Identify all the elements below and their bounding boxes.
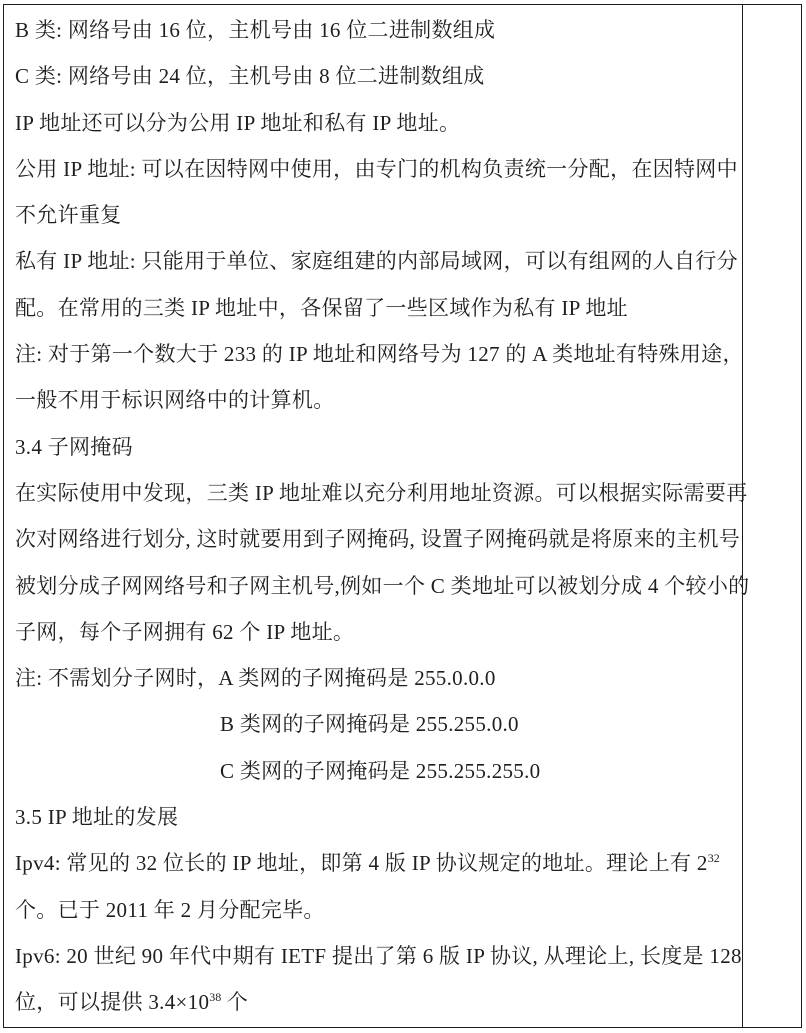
text-line <box>15 424 734 470</box>
text-line <box>15 238 738 284</box>
text-line <box>15 840 734 886</box>
text-line <box>15 794 734 840</box>
line-text: Ipv4: 常见的 32 位长的 IP 地址，即第 4 版 IP 协议规定的地址。理论上有 2 <box>15 851 708 876</box>
text-line <box>15 470 748 516</box>
document-lines <box>15 7 750 1026</box>
line-text: C 类网的子网掩码是 255.255.255.0 <box>220 758 541 783</box>
text-line <box>15 53 734 99</box>
text-line <box>15 146 738 192</box>
line-text: 次对网络进行划分, 这时就要用到子网掩码, 设置子网掩码就是将原来的主机号 <box>15 527 741 552</box>
line-text: 配。在常用的三类 IP 地址中，各保留了一些区域作为私有 IP 地址 <box>15 295 628 320</box>
line-text: 私有 IP 地址: 只能用于单位、家庭组建的内部局域网，可以有组网的人自行分 <box>15 249 738 274</box>
empty-side-column <box>742 5 801 1027</box>
text-line <box>15 516 741 562</box>
text-line <box>15 701 734 747</box>
line-text: Ipv6: 20 世纪 90 年代中期有 IETF 提出了第 6 版 IP 协议, 从理论上, 长度是 128 <box>15 943 742 968</box>
line-text: 3.4 子网掩码 <box>15 434 133 459</box>
text-line <box>15 563 750 609</box>
line-text: 位，可以提供 3.4×10 <box>15 990 210 1015</box>
text-line <box>15 655 734 701</box>
line-text: C 类: 网络号由 24 位，主机号由 8 位二进制数组成 <box>15 64 485 89</box>
line-text: 在实际使用中发现，三类 IP 地址难以充分利用地址资源。可以根据实际需要再 <box>15 480 748 505</box>
line-text: 公用 IP 地址: 可以在因特网中使用，由专门的机构负责统一分配，在因特网中 <box>15 156 738 181</box>
text-line <box>15 285 734 331</box>
line-text: 不允许重复 <box>15 203 122 228</box>
line-text: 注: 不需划分子网时，A 类网的子网掩码是 255.0.0.0 <box>15 666 496 691</box>
line-text: 3.5 IP 地址的发展 <box>15 805 179 830</box>
line-text: 注: 对于第一个数大于 233 的 IP 地址和网络号为 127 的 A 类地址有特殊用途， <box>15 342 744 367</box>
text-line <box>15 100 734 146</box>
text-line <box>15 7 734 53</box>
text-line <box>15 748 734 794</box>
line-text: 个 <box>221 990 249 1015</box>
text-line <box>15 192 734 238</box>
line-text: 一般不用于标识网络中的计算机。 <box>15 388 335 413</box>
line-text: IP 地址还可以分为公用 IP 地址和私有 IP 地址。 <box>15 110 461 135</box>
text-line <box>15 331 744 377</box>
text-line <box>15 887 734 933</box>
superscript-exponent: 32 <box>707 851 720 866</box>
text-line <box>15 933 742 979</box>
text-line <box>15 377 734 423</box>
text-line <box>15 979 734 1025</box>
main-text-cell <box>4 5 750 1027</box>
text-line <box>15 609 734 655</box>
line-text: 个。已于 2011 年 2 月分配完毕。 <box>15 897 325 922</box>
line-text: 子网，每个子网拥有 62 个 IP 地址。 <box>15 619 355 644</box>
line-text: 被划分成子网网络号和子网主机号,例如一个 C 类地址可以被划分成 4 个较小的 <box>15 573 750 598</box>
line-text: B 类: 网络号由 16 位，主机号由 16 位二进制数组成 <box>15 18 496 42</box>
superscript-exponent: 38 <box>209 990 222 1005</box>
line-text: B 类网的子网掩码是 255.255.0.0 <box>220 712 519 737</box>
content-table <box>3 4 802 1028</box>
